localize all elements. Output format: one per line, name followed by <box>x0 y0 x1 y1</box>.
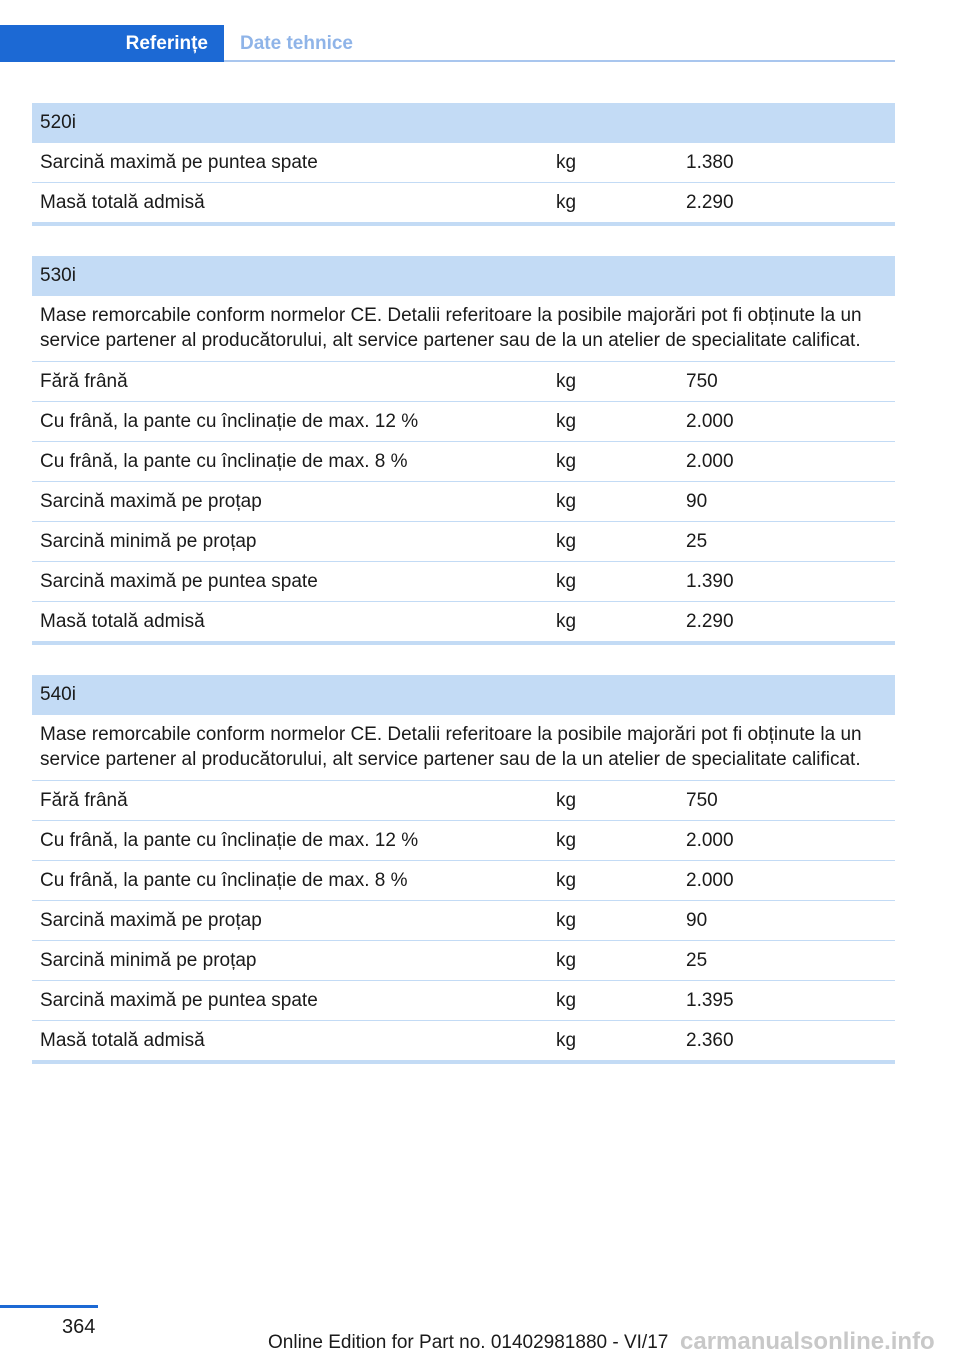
row-label: Sarcină maximă pe puntea spate <box>40 990 318 1011</box>
row-label: Sarcină minimă pe proțap <box>40 950 257 971</box>
row-label: Fără frână <box>40 371 128 392</box>
watermark: carmanualsonline.info <box>680 1328 935 1355</box>
row-value: 90 <box>686 491 708 512</box>
page-number: 364 <box>62 1316 96 1338</box>
table-note: Mase remorcabile conform normelor CE. Detalii referitoare la posibile majorări pot fi obținute la un service partener al producătorului, alt service partener sau de la un atelier de specialitate calificat. <box>32 296 895 362</box>
row-label: Sarcină maximă pe proțap <box>40 910 262 931</box>
row-value: 25 <box>686 531 708 552</box>
row-value: 2.000 <box>686 411 734 432</box>
row-unit: kg <box>556 870 577 891</box>
edition-note: Online Edition for Part no. 01402981880 - VI/17 <box>268 1332 669 1353</box>
row-unit: kg <box>556 192 577 213</box>
row-value: 2.290 <box>686 611 734 632</box>
table-row <box>32 981 895 1021</box>
row-unit: kg <box>556 411 577 432</box>
row-unit: kg <box>556 371 577 392</box>
row-unit: kg <box>556 910 577 931</box>
row-label: Masă totală admisă <box>40 611 205 632</box>
spec-table-540i <box>32 675 895 1064</box>
table-note: Mase remorcabile conform normelor CE. Detalii referitoare la posibile majorări pot fi obținute la un service partener al producătorului, alt service partener sau de la un atelier de specialitate calificat. <box>32 715 895 781</box>
table-row <box>32 482 895 522</box>
row-unit: kg <box>556 491 577 512</box>
row-label: Cu frână, la pante cu înclinație de max. 12 % <box>40 830 419 851</box>
row-label: Cu frână, la pante cu înclinație de max. 8 % <box>40 870 408 891</box>
row-unit: kg <box>556 152 577 173</box>
table-title: 540i <box>32 675 895 715</box>
table-row <box>32 901 895 941</box>
table-row <box>32 602 895 645</box>
table-row <box>32 143 895 183</box>
row-unit: kg <box>556 531 577 552</box>
table-row <box>32 1021 895 1064</box>
row-label: Cu frână, la pante cu înclinație de max. 12 % <box>40 411 419 432</box>
row-value: 25 <box>686 950 708 971</box>
row-value: 90 <box>686 910 708 931</box>
table-row <box>32 522 895 562</box>
table-row <box>32 941 895 981</box>
table-title: 520i <box>32 103 895 143</box>
header-divider <box>224 60 895 62</box>
table-row <box>32 781 895 821</box>
row-unit: kg <box>556 950 577 971</box>
row-unit: kg <box>556 830 577 851</box>
footer-accent-line <box>0 1305 98 1308</box>
table-row <box>32 442 895 482</box>
page-header <box>0 25 895 62</box>
row-label: Masă totală admisă <box>40 1030 205 1051</box>
row-unit: kg <box>556 1030 577 1051</box>
table-row <box>32 861 895 901</box>
row-value: 750 <box>686 371 718 392</box>
row-label: Sarcină maximă pe puntea spate <box>40 571 318 592</box>
table-row <box>32 362 895 402</box>
row-label: Sarcină minimă pe proțap <box>40 531 257 552</box>
row-value: 2.360 <box>686 1030 734 1051</box>
row-value: 1.395 <box>686 990 734 1011</box>
row-value: 750 <box>686 790 718 811</box>
tab-date-tehnice[interactable]: Date tehnice <box>240 33 353 54</box>
row-value: 2.290 <box>686 192 734 213</box>
row-unit: kg <box>556 611 577 632</box>
row-value: 2.000 <box>686 830 734 851</box>
table-title: 530i <box>32 256 895 296</box>
spec-table-520i <box>32 103 895 226</box>
table-row <box>32 562 895 602</box>
spec-table-530i <box>32 256 895 645</box>
row-unit: kg <box>556 571 577 592</box>
row-unit: kg <box>556 790 577 811</box>
spec-tables <box>32 103 895 1094</box>
row-label: Cu frână, la pante cu înclinație de max. 8 % <box>40 451 408 472</box>
row-unit: kg <box>556 451 577 472</box>
row-value: 1.380 <box>686 152 734 173</box>
row-value: 1.390 <box>686 571 734 592</box>
row-label: Sarcină maximă pe proțap <box>40 491 262 512</box>
row-unit: kg <box>556 990 577 1011</box>
tab-referinte[interactable]: Referințe <box>0 25 224 62</box>
row-value: 2.000 <box>686 451 734 472</box>
row-label: Masă totală admisă <box>40 192 205 213</box>
table-row <box>32 183 895 226</box>
row-label: Fără frână <box>40 790 128 811</box>
table-row <box>32 402 895 442</box>
row-label: Sarcină maximă pe puntea spate <box>40 152 318 173</box>
table-row <box>32 821 895 861</box>
row-value: 2.000 <box>686 870 734 891</box>
